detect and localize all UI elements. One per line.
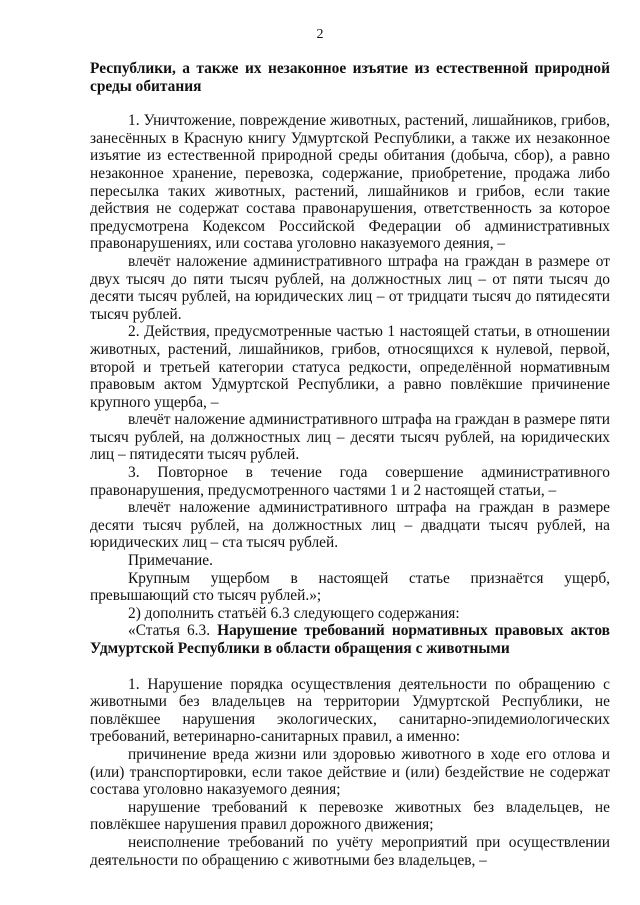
article-paragraph-part-1: 1. Нарушение порядка осуществления деятельности по обращению с животными без владельцев на территории Удмуртской Республики, не повлёкшее нарушения экологических, санитарно-эпидемиологических требований, ветеринарно-санитарных правил, а именно:	[90, 675, 610, 746]
paragraph-penalty-1: влечёт наложение административного штрафа на граждан в размере от двух тысяч до пяти тысяч рублей, на должностных лиц – от пяти тысяч до десяти тысяч рублей, на юридических лиц – от тридцати тысяч до пятидесяти тысяч рублей.	[90, 252, 610, 323]
page-number: 2	[316, 27, 324, 42]
article-number: «Статья 6.3.	[128, 622, 218, 640]
article-heading	[90, 622, 610, 657]
paragraph-note-text: Крупным ущербом в настоящей статье признаётся ущерб, превышающий сто тысяч рублей.»;	[90, 569, 610, 605]
paragraph-penalty-2: влечёт наложение административного штрафа на граждан в размере пяти тысяч рублей, на должностных лиц – десяти тысяч рублей, на юридических лиц – пятидесяти тысяч рублей.	[90, 411, 610, 464]
paragraph-penalty-3: влечёт наложение административного штрафа на граждан в размере десяти тысяч рублей, на должностных лиц – двадцати тысяч рублей, на юридических лиц – ста тысяч рублей.	[90, 499, 610, 552]
paragraph-part-2: 2. Действия, предусмотренные частью 1 настоящей статьи, в отношении животных, растений, лишайников, грибов, относящихся к нулевой, первой, второй и третьей категории статуса редкости, определённой нормативным правовым актом Удмуртской Республики, а равно повлёкшие причинение крупного ущерба, –	[90, 323, 610, 411]
paragraph-note-label: Примечание.	[128, 552, 213, 570]
article-paragraph-item-2: нарушение требований к перевозке животных без владельцев, не повлёкшее нарушения правил дорожного движения;	[90, 798, 610, 834]
article-paragraph-item-1: причинение вреда жизни или здоровью животного в ходе его отлова и (или) транспортировки, если такое действие и (или) бездействие не содержат состава уголовно наказуемого деяния;	[90, 745, 610, 799]
article-title: Нарушение требований нормативных правовых актов Удмуртской Республики в области обращения с животными	[90, 622, 610, 657]
document-body	[90, 60, 610, 869]
paragraph-part-3: 3. Повторное в течение года совершение административного правонарушения, предусмотренного частями 1 и 2 настоящей статьи, –	[90, 464, 610, 499]
article-paragraph-item-3: неисполнение требований по учёту мероприятий при осуществлении деятельности по обращению с животными без владельцев, –	[90, 833, 610, 869]
paragraph-part-1: 1. Уничтожение, повреждение животных, растений, лишайников, грибов, занесённых в Красную книгу Удмуртской Республики, а также их незаконное изъятие из естественной природной среды обитания (добыча, сбор), а равно незаконное хранение, перевозка, содержание, приобретение, продажа либо пересылка таких животных, растений, лишайников и грибов, если такие действия не содержат состава правонарушения, ответственность за которое предусмотрена Кодексом Российской Федерации об административных правонарушениях, или состава уголовно наказуемого деяния, –	[90, 112, 610, 253]
section-heading-continued: Республики, а также их незаконное изъятие из естественной природной среды обитания	[90, 60, 610, 95]
paragraph-amendment-item: 2) дополнить статьёй 6.3 следующего содержания:	[128, 604, 460, 622]
